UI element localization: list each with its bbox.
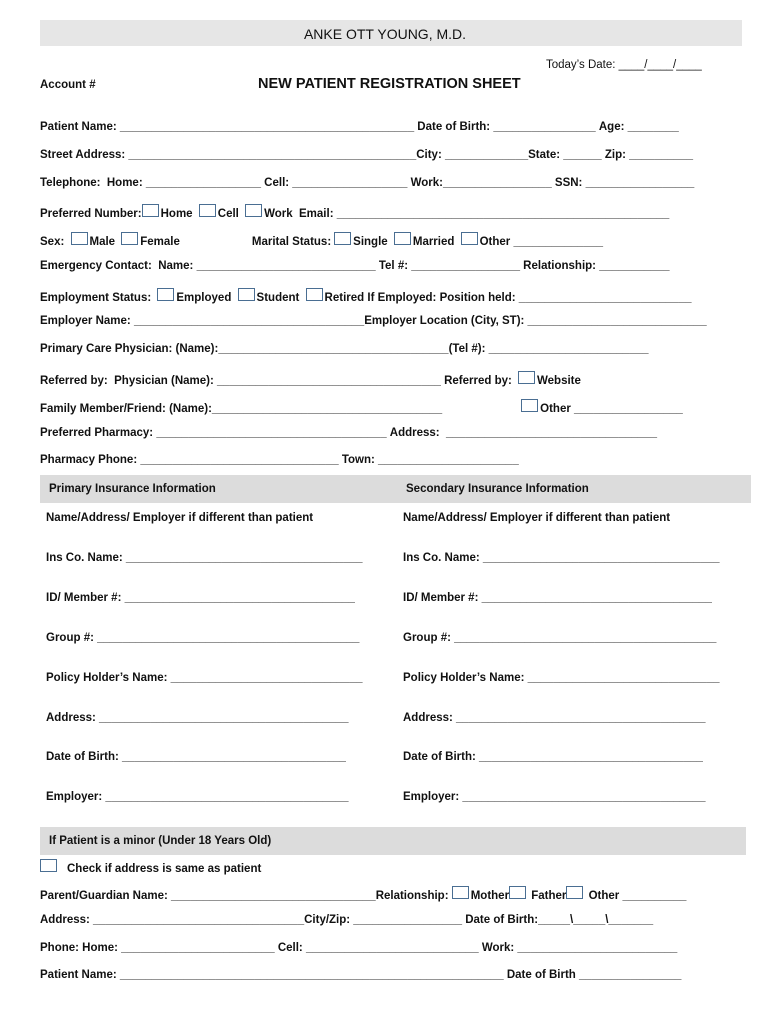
website-checkbox[interactable] [518, 371, 535, 384]
state-field[interactable]: State: ______ [528, 149, 605, 161]
practice-name: ANKE OTT YOUNG, M.D. [303, 26, 467, 42]
family-friend-field[interactable]: Family Member/Friend: (Name):____________________________________ [40, 403, 443, 415]
referral-other-checkbox[interactable] [521, 399, 538, 412]
secondary-policy-row [403, 672, 720, 686]
female-checkbox[interactable] [121, 232, 138, 245]
work-phone-field[interactable]: Work:_________________ [410, 177, 555, 189]
secondary-address-field[interactable]: Address: _______________________________________ [403, 712, 706, 724]
zip-field[interactable]: Zip: __________ [604, 149, 694, 161]
same-address-label: Check if address is same as patient [67, 863, 262, 875]
married-label: Married [412, 236, 458, 248]
email-field[interactable]: Email: ____________________________________________________ [299, 208, 670, 220]
pharmacy-phone-row [40, 454, 742, 468]
secondary-member-id-field[interactable]: ID/ Member #: ____________________________________ [403, 592, 712, 604]
emergency-tel-field[interactable]: Tel #: _________________ [378, 260, 524, 272]
pharmacy-phone-field[interactable]: Pharmacy Phone: _______________________________ [40, 454, 342, 466]
father-checkbox[interactable] [509, 886, 526, 899]
same-address-checkbox[interactable] [40, 859, 57, 872]
minor-patient-name-field[interactable]: Patient Name: ____________________________________________________________ [40, 969, 507, 981]
position-held-field[interactable]: If Employed: Position held: ___________________________ [367, 292, 692, 304]
emergency-contact-row [40, 260, 742, 274]
referring-physician-field[interactable]: Referred by: Physician (Name): ___________________________________ [40, 375, 445, 387]
website-label: Website [537, 375, 581, 387]
same-address-row [40, 859, 742, 873]
todays-date-field[interactable]: Today’s Date: ____/____/____ [546, 59, 702, 71]
secondary-id-row [403, 592, 712, 606]
preferred-number-label: Preferred Number: [40, 208, 142, 220]
primary-name-address-label [46, 512, 313, 526]
primary-policy-row [46, 672, 363, 686]
secondary-dob-field[interactable]: Date of Birth: ___________________________________ [403, 751, 703, 763]
primary-group-row [46, 632, 359, 646]
preferred-cell-checkbox[interactable] [199, 204, 216, 217]
guardian-cell-phone-field[interactable]: Cell: ___________________________ [277, 942, 482, 954]
employer-location-field[interactable]: Employer Location (City, ST): ____________________________ [364, 315, 707, 327]
secondary-ins-co-row [403, 552, 720, 566]
minor-section-title: If Patient is a minor (Under 18 Years Old) [49, 835, 272, 847]
pharmacy-name-field[interactable]: Preferred Pharmacy: ____________________________________ [40, 427, 390, 439]
primary-policy-holder-field[interactable]: Policy Holder’s Name: ______________________________ [46, 672, 363, 684]
secondary-address-row [403, 712, 705, 726]
pharmacy-row [40, 427, 742, 441]
minor-patient-row [40, 969, 742, 983]
pharmacy-address-field[interactable]: Address: _________________________________ [389, 427, 658, 439]
primary-dob-row [46, 751, 346, 765]
employment-status-label: Employment Status: [40, 292, 155, 304]
primary-employer-row [46, 791, 348, 805]
employer-row [40, 315, 742, 329]
guardian-other-checkbox[interactable] [566, 886, 583, 899]
primary-care-row [40, 343, 742, 357]
guardian-home-phone-field[interactable]: Phone: Home: ________________________ [40, 942, 278, 954]
street-address-field[interactable]: Street Address: _____________________________________________ [40, 149, 417, 161]
pharmacy-town-field[interactable]: Town: ______________________ [341, 454, 519, 466]
patient-name-row [40, 121, 742, 135]
secondary-policy-holder-field[interactable]: Policy Holder’s Name: ______________________________ [403, 672, 720, 684]
telephone-row [40, 177, 742, 191]
secondary-name-address-text: Name/Address/ Employer if different than patient [403, 512, 671, 524]
guardian-relationship-label: Relationship: [375, 890, 452, 902]
guardian-dob-field[interactable]: Date of Birth:_____\_____\_______ [465, 914, 654, 926]
street-address-row [40, 149, 742, 163]
preferred-home-checkbox[interactable] [142, 204, 159, 217]
secondary-ins-co-field[interactable]: Ins Co. Name: _____________________________________ [403, 552, 720, 564]
retired-checkbox[interactable] [306, 288, 323, 301]
secondary-employer-row [403, 791, 705, 805]
primary-group-field[interactable]: Group #: _________________________________________ [46, 632, 360, 644]
marital-other-checkbox[interactable] [461, 232, 478, 245]
marital-status-label: Marital Status: [251, 236, 332, 248]
marital-other-field[interactable]: Other ______________ [479, 236, 604, 248]
preferred-work-checkbox[interactable] [245, 204, 262, 217]
employed-label: Employed [176, 292, 235, 304]
guardian-work-phone-field[interactable]: Work: _________________________ [481, 942, 678, 954]
primary-member-id-field[interactable]: ID/ Member #: ____________________________________ [46, 592, 355, 604]
guardian-city-zip-field[interactable]: City/Zip: _________________ [304, 914, 466, 926]
primary-insurance-title: Primary Insurance Information [49, 483, 216, 495]
city-field[interactable]: City: _____________ [416, 149, 529, 161]
mother-label: Mother [470, 890, 510, 902]
guardian-row [40, 886, 742, 900]
secondary-group-field[interactable]: Group #: _________________________________________ [403, 632, 717, 644]
employment-status-row [40, 288, 742, 302]
minor-patient-dob-field[interactable]: Date of Birth ________________ [506, 969, 682, 981]
student-label: Student [256, 292, 303, 304]
primary-dob-field[interactable]: Date of Birth: ___________________________________ [46, 751, 346, 763]
guardian-phone-row [40, 942, 742, 956]
primary-id-row [46, 592, 355, 606]
sex-label: Sex: [40, 236, 68, 248]
primary-address-field[interactable]: Address: _______________________________________ [46, 712, 349, 724]
referral-other-field[interactable]: Other _________________ [540, 403, 683, 415]
family-friend-row [40, 399, 742, 413]
female-label: Female [140, 236, 180, 248]
home-phone-field[interactable]: Telephone: Home: __________________ [40, 177, 265, 189]
cell-phone-field[interactable]: Cell: __________________ [264, 177, 411, 189]
single-checkbox[interactable] [334, 232, 351, 245]
patient-name-field[interactable]: Patient Name: ______________________________________________ [40, 121, 418, 133]
employer-name-field[interactable]: Employer Name: ____________________________________ [40, 315, 365, 327]
referred-by-label: Referred by: [444, 375, 516, 387]
primary-address-row [46, 712, 348, 726]
sex-marital-row [40, 232, 742, 246]
guardian-other-field[interactable]: Other __________ [585, 890, 687, 902]
secondary-group-row [403, 632, 716, 646]
male-checkbox[interactable] [71, 232, 88, 245]
preferred-home-label: Home [160, 208, 196, 220]
secondary-insurance-title: Secondary Insurance Information [406, 483, 589, 495]
mother-checkbox[interactable] [452, 886, 469, 899]
preferred-number-row [40, 204, 742, 218]
guardian-name-field[interactable]: Parent/Guardian Name: ________________________________ [40, 890, 376, 902]
secondary-employer-field[interactable]: Employer: ______________________________________ [403, 791, 706, 803]
male-label: Male [89, 236, 119, 248]
primary-name-address-text: Name/Address/ Employer if different than patient [46, 512, 314, 524]
single-label: Single [353, 236, 391, 248]
account-number-label: Account # [40, 79, 96, 91]
student-checkbox[interactable] [238, 288, 255, 301]
primary-ins-co-field[interactable]: Ins Co. Name: _____________________________________ [46, 552, 363, 564]
guardian-address-field[interactable]: Address: _________________________________ [40, 914, 305, 926]
referred-by-row [40, 371, 742, 385]
pcp-tel-field[interactable]: (Tel #): _________________________ [448, 343, 649, 355]
primary-employer-field[interactable]: Employer: ______________________________________ [46, 791, 349, 803]
married-checkbox[interactable] [394, 232, 411, 245]
retired-label: Retired [324, 292, 368, 304]
secondary-name-address-label [403, 512, 670, 526]
preferred-cell-label: Cell [217, 208, 243, 220]
ssn-field[interactable]: SSN: _________________ [554, 177, 695, 189]
form-title: NEW PATIENT REGISTRATION SHEET [258, 76, 521, 92]
emergency-relationship-field[interactable]: Relationship: ___________ [523, 260, 670, 272]
age-field[interactable]: Age: ________ [598, 121, 679, 133]
date-of-birth-field[interactable]: Date of Birth: ________________ [417, 121, 599, 133]
primary-ins-co-row [46, 552, 363, 566]
preferred-work-label: Work [264, 208, 300, 220]
father-label: Father [528, 890, 567, 902]
pcp-name-field[interactable]: Primary Care Physician: (Name):____________________________________ [40, 343, 449, 355]
guardian-address-row [40, 914, 742, 928]
secondary-dob-row [403, 751, 703, 765]
emergency-name-field[interactable]: Emergency Contact: Name: ____________________________ [40, 260, 379, 272]
employed-checkbox[interactable] [157, 288, 174, 301]
